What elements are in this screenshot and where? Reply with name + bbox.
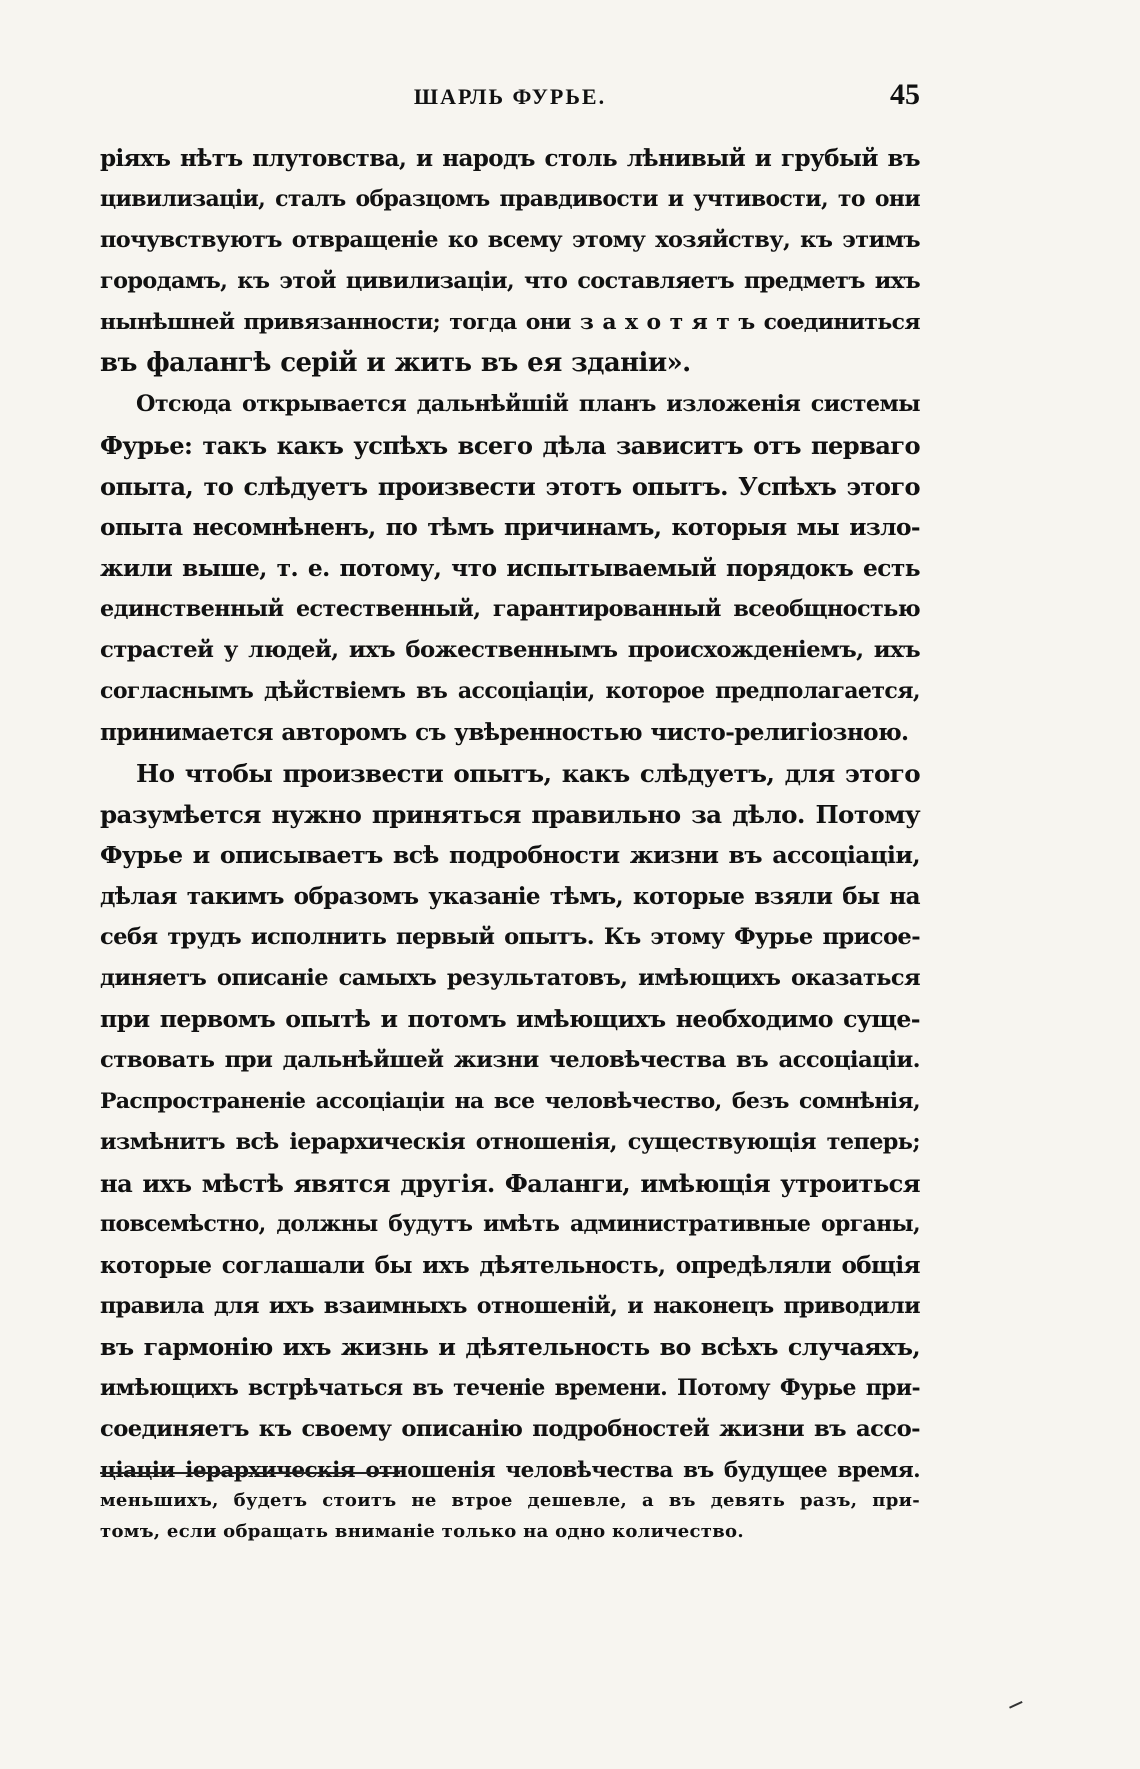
- text-line: опыта, то слѣдуетъ произвести этотъ опытъ. Успѣхъ этого: [100, 472, 920, 501]
- text-line: жили выше, т. е. потому, что испытываемый порядокъ есть: [100, 554, 920, 582]
- text-line: единственный естественный, гарантированный всеобщностью: [100, 596, 920, 622]
- text-line: которые соглашали бы ихъ дѣятельность, опредѣляли общія: [100, 1252, 920, 1279]
- text-line: при первомъ опытѣ и потомъ имѣющихъ необходимо суще-: [100, 1005, 920, 1033]
- text-line: Фурье и описываетъ всѣ подробности жизни въ ассоціаціи,: [100, 841, 920, 869]
- text-line: ствовать при дальнѣйшей жизни человѣчества въ ассоціаціи.: [100, 1047, 920, 1073]
- text-line: разумѣется нужно приняться правильно за дѣло. Потому: [100, 800, 920, 829]
- text-line: согласнымъ дѣйствіемъ въ ассоціаціи, которое предполагается,: [100, 678, 920, 704]
- text-line: соединяетъ къ своему описанію подробностей жизни въ ассо-: [100, 1416, 920, 1442]
- text-line: диняетъ описаніе самыхъ результатовъ, имѣющихъ оказаться: [100, 965, 920, 991]
- text-line: дѣлая такимъ образомъ указаніе тѣмъ, которые взяли бы на: [100, 883, 920, 910]
- footnote-divider: [100, 1472, 400, 1474]
- text-line: Фурье: такъ какъ успѣхъ всего дѣла зависитъ отъ перваго: [100, 431, 920, 460]
- text-line: опыта несомнѣненъ, по тѣмъ причинамъ, которыя мы изло-: [100, 514, 920, 541]
- text-line: на ихъ мѣстѣ явятся другія. Фаланги, имѣющія утроиться: [100, 1169, 920, 1198]
- text-line: имѣющихъ встрѣчаться въ теченіе времени. Потому Фурье при-: [100, 1375, 920, 1401]
- text-line: въ гармонію ихъ жизнь и дѣятельность во всѣхъ случаяхъ,: [100, 1333, 920, 1361]
- text-line: измѣнитъ всѣ іерархическія отношенія, существующія теперь;: [100, 1129, 920, 1155]
- text-line: Но чтобы произвести опытъ, какъ слѣдуетъ, для этого: [136, 759, 920, 788]
- text-line: страстей у людей, ихъ божественнымъ происхожденіемъ, ихъ: [100, 637, 920, 663]
- text-line: Распространеніе ассоціаціи на все человѣчество, безъ сомнѣнія,: [100, 1088, 920, 1114]
- body-text: [100, 138, 920, 1491]
- text-line: нынѣшней привязанности; тогда они з а х о т я т ъ соединиться: [100, 309, 920, 335]
- stray-mark: [1007, 1697, 1022, 1708]
- footnote-line: меньшихъ, будетъ стоитъ не втрое дешевле, а въ девять разъ, при-: [100, 1490, 920, 1511]
- text-line: цивилизаціи, сталъ образцомъ правдивости и учтивости, то они: [100, 186, 920, 212]
- text-line: въ фалангѣ серій и жить въ ея зданіи».: [100, 348, 691, 378]
- footnote: [100, 1485, 920, 1547]
- text-line: ріяхъ нѣтъ плутовства, и народъ столь лѣнивый и грубый въ: [100, 145, 920, 172]
- footnote-line: томъ, если обращать вниманіе только на одно количество.: [100, 1521, 744, 1542]
- text-line: правила для ихъ взаимныхъ отношеній, и наконецъ приводили: [100, 1293, 920, 1319]
- text-line: ціаціи іерархическія отношенія человѣчества въ будущее время.: [100, 1458, 920, 1483]
- page-header: [100, 78, 920, 118]
- page-number: 45: [890, 78, 920, 111]
- text-line: городамъ, къ этой цивилизаціи, что составляетъ предметъ ихъ: [100, 268, 920, 294]
- text-line: принимается авторомъ съ увѣренностью чисто-религіозною.: [100, 719, 909, 746]
- text-line: себя трудъ исполнить первый опытъ. Къ этому Фурье присое-: [100, 924, 920, 950]
- running-title: ШАРЛЬ ФУРЬЕ.: [413, 84, 607, 109]
- text-line: Отсюда открывается дальнѣйшій планъ изложенія системы: [136, 391, 920, 417]
- text-line: повсемѣстно, должны будутъ имѣть административные органы,: [100, 1211, 920, 1237]
- text-line: почувствуютъ отвращеніе ко всему этому хозяйству, къ этимъ: [100, 227, 920, 253]
